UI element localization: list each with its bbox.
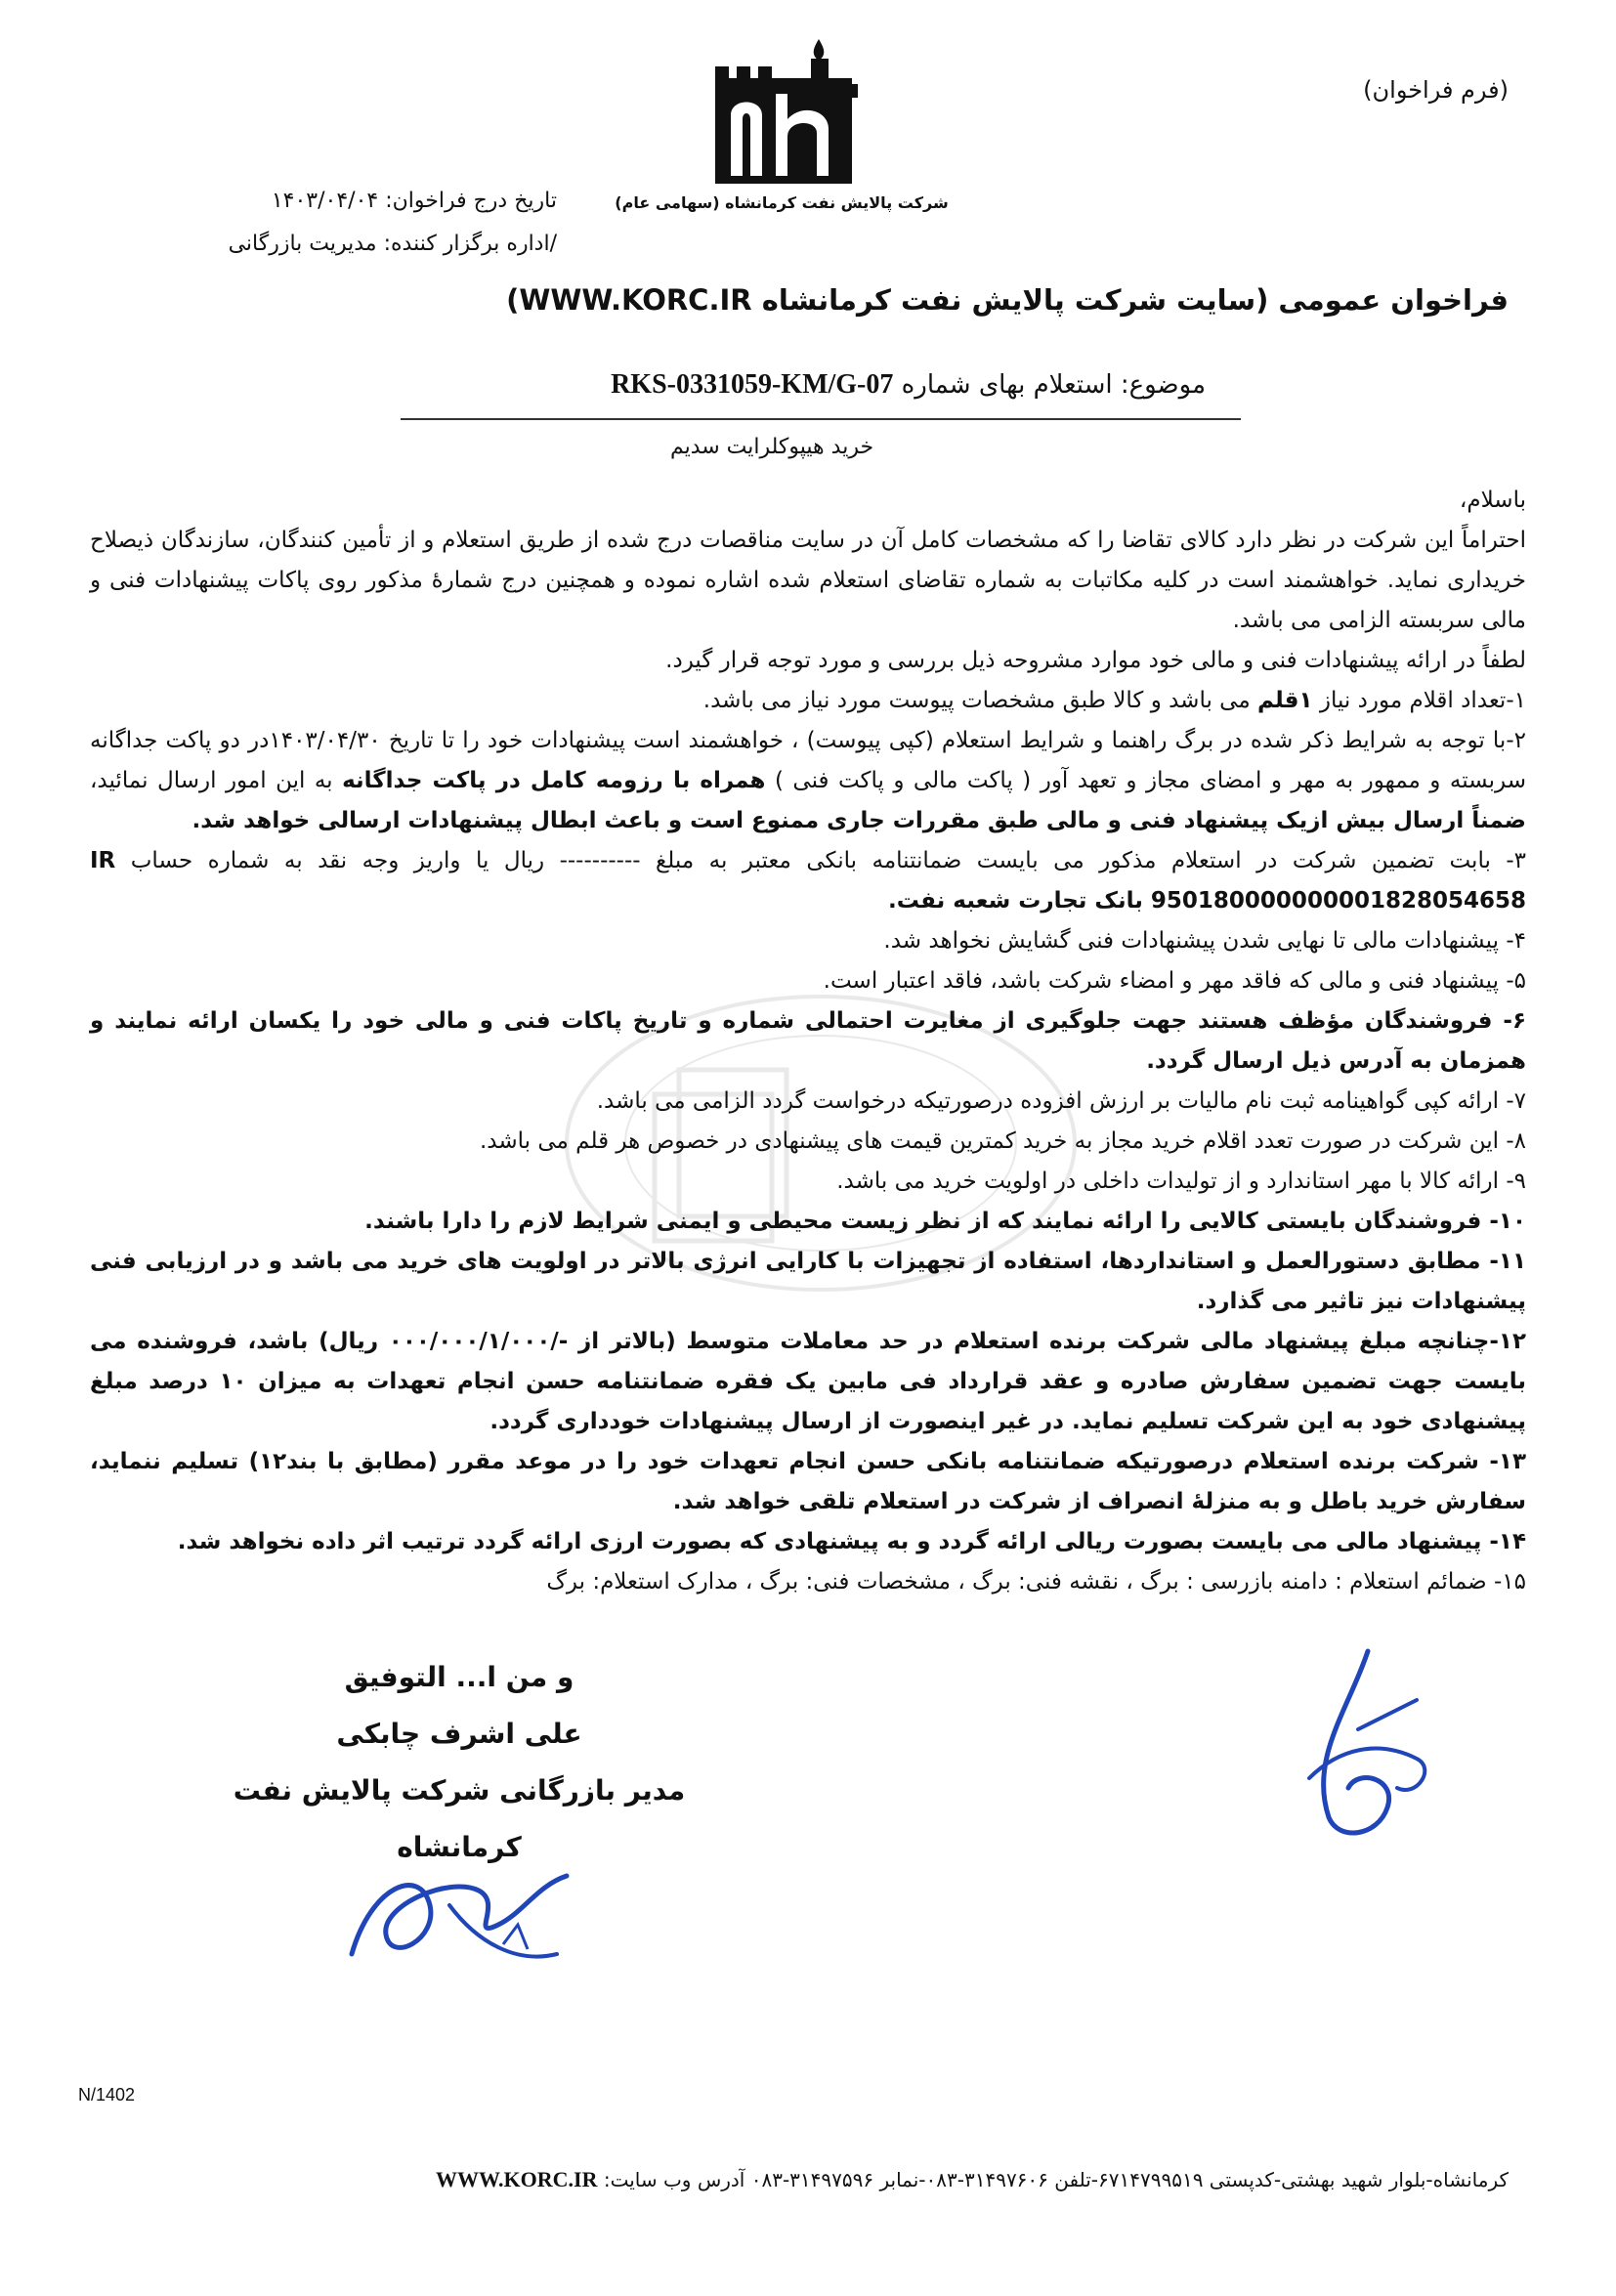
company-name-caption: شرکت پالایش نفت کرمانشاه (سهامی عام) bbox=[615, 193, 949, 212]
organizer: /اداره برگزار کننده: مدیریت بازرگانی bbox=[228, 232, 557, 256]
clause-5: ۵- پیشنهاد فنی و مالی که فاقد مهر و امضاء شرکت باشد، فاقد اعتبار است. bbox=[823, 968, 1526, 994]
closing-block bbox=[225, 1649, 694, 1876]
clause-3-account: IR 950180000000001828054658 بانک تجارت شعبه نفت. bbox=[90, 848, 1526, 914]
korc-logo-icon bbox=[694, 39, 870, 186]
announcement-date: تاریخ درج فراخوان: ۱۴۰۳/۰۴/۰۴ bbox=[271, 189, 557, 213]
clause-2-send: به این امور ارسال نمائید، bbox=[90, 768, 333, 793]
announcement-meta bbox=[107, 180, 557, 266]
clause-13: ۱۳- شرکت برنده استعلام درصورتیکه ضمانتنامه بانکی حسن انجام تعهدات خود را در موعد مقرر (مطابق با بند۱۲) تسلیم ننماید، سفارش خرید باطل و به منزلهٔ انصراف از شرکت در استعلام تلقی خواهد شد. bbox=[90, 1449, 1526, 1514]
intro-instruction: لطفاً در ارائه پیشنهادات فنی و مالی خود موارد مشروحه ذیل بررسی و مورد توجه قرار گیرد. bbox=[665, 648, 1526, 673]
footer-address: کرمانشاه-بلوار شهید بهشتی-کدپستی ۶۷۱۴۷۹۹۵۱۹-تلفن ۳۱۴۹۷۶۰۶-۰۸۳-نمابر ۳۱۴۹۷۵۹۶-۰۸۳ آدرس وب سایت: bbox=[603, 2168, 1509, 2191]
clause-11: ۱۱- مطابق دستورالعمل و استانداردها، استفاده از تجهیزات با کارایی انرژی بالاتر در اولویت های خرید می باشد و در ارزیابی فنی پیشنهادات نیز تاثیر می گذارد. bbox=[90, 1249, 1526, 1314]
clause-2 bbox=[90, 721, 1526, 841]
clause-1-quantity: ۱قلم bbox=[1256, 688, 1313, 713]
closing-phrase: و من ا... التوفیق bbox=[344, 1661, 574, 1693]
clause-9: ۹- ارائه کالا با مهر استاندارد و از تولیدات داخلی در اولویت خرید می باشد. bbox=[836, 1169, 1526, 1194]
reference-code: N/1402 bbox=[78, 2085, 136, 2105]
clause-1 bbox=[90, 681, 1526, 721]
subject-item: خرید هیپوکلرایت سدیم bbox=[669, 435, 874, 459]
clause-4: ۴- پیشنهادات مالی تا نهایی شدن پیشنهادات فنی گشایش نخواهد شد. bbox=[883, 928, 1526, 954]
document-body bbox=[90, 481, 1526, 1602]
subject-line bbox=[611, 369, 1206, 401]
second-signature-icon bbox=[1270, 1641, 1446, 1856]
clause-8: ۸- این شرکت در صورت تعدد اقلام خرید مجاز به خرید کمترین قیمت های پیشنهادی در خصوص هر قلم می باشد. bbox=[479, 1128, 1526, 1154]
salutation: باسلام، bbox=[1459, 488, 1526, 513]
clause-12: ۱۲-چنانچه مبلغ پیشنهاد مالی شرکت برنده استعلام در حد معاملات متوسط (بالاتر از -/۰۰۰/۰۰۰/۱/۰۰۰ ریال) باشد، فروشنده می بایست جهت تضمین سفارش صادره و عقد قرارداد فی مابین یک فقره ضمانتنامه حسن انجام تعهدات به میزان ۱۰ درصد مبلغ پیشنهادی خود به این شرکت تسلیم نماید. در غیر اینصورت از ارسال پیشنهادات خودداری گردد. bbox=[90, 1329, 1526, 1434]
clause-10: ۱۰- فروشندگان بایستی کالایی را ارائه نمایند که از نظر زیست محیطی و ایمنی شرایط لازم را دارا باشند. bbox=[364, 1209, 1526, 1234]
clause-2-text: ۲-با توجه به شرایط ذکر شده در برگ راهنما و شرایط استعلام (کپی پیوست) ، خواهشمند است پیشنهادات خود را تا تاریخ ۱۴۰۳/۰۴/۳۰در دو پاکت جداگانه سربسته و ممهور به مهر و امضای مجاز و تعهد آور ( پاکت مالی و پاکت فنی ) bbox=[90, 728, 1527, 793]
footer-website-link[interactable]: WWW.KORC.IR bbox=[436, 2167, 598, 2191]
intro-paragraph: احتراماً این شرکت در نظر دارد کالای تقاضا را که مشخصات کامل آن در سایت مناقصات درج شده از طریق استعلام و از تأمین کنندگان، سازندگان ذیصلاح خریداری نماید. خواهشمند است در کلیه مکاتبات به شماره تقاضای استعلام شده اشاره نموده و همچنین درج شمارهٔ مذکور روی پاکات پیشنهادات فنی و مالی سربسته الزامی می باشد. bbox=[90, 528, 1526, 633]
footer bbox=[102, 2167, 1509, 2192]
signatory-title: مدیر بازرگانی شرکت پالایش نفت کرمانشاه bbox=[233, 1774, 686, 1863]
clause-15: ۱۵- ضمائم استعلام : دامنه بازرسی : برگ ، نقشه فنی: برگ ، مشخصات فنی: برگ ، مدارک استعلام: برگ bbox=[546, 1569, 1526, 1594]
clause-2-warning: ضمناً ارسال بیش ازیک پیشنهاد فنی و مالی طبق مقررات جاری ممنوع است و باعث ابطال پیشنهادات ارسالی خواهد شد. bbox=[191, 808, 1526, 833]
subject-underline bbox=[401, 418, 1241, 420]
signatory-name: علی اشرف چابکی bbox=[336, 1718, 582, 1750]
clause-3 bbox=[90, 841, 1526, 921]
clause-2-resume: همراه با رزومه کامل در پاکت جداگانه bbox=[342, 768, 766, 793]
clause-6: ۶- فروشندگان مؤظف هستند جهت جلوگیری از مغایرت احتمالی شماره و تاریخ پاکات فنی و مالی خود را یکسان ارائه نمایند و همزمان به آدرس ذیل ارسال گردد. bbox=[90, 1008, 1526, 1074]
subject-label: موضوع: استعلام بهای شماره bbox=[901, 370, 1206, 400]
clause-7: ۷- ارائه کپی گواهینامه ثبت نام مالیات بر ارزش افزوده درصورتیکه درخواست گردد الزامی می باشد. bbox=[596, 1088, 1526, 1114]
signature-icon bbox=[332, 1847, 586, 1993]
clause-1-text: ۱-تعداد اقلام مورد نیاز bbox=[1319, 688, 1526, 713]
form-label: (فرم فراخوان) bbox=[1363, 76, 1509, 104]
clause-1-rest: می باشد و کالا طبق مشخصات پیوست مورد نیاز می باشد. bbox=[702, 688, 1251, 713]
document-title: فراخوان عمومی (سایت شرکت پالایش نفت کرمانشاه WWW.KORC.IR) bbox=[506, 283, 1509, 317]
clause-3-text: ۳- بابت تضمین شرکت در استعلام مذکور می بایست ضمانتنامه بانکی معتبر به مبلغ ---------- ریال یا واریز وجه نقد به شماره حساب bbox=[130, 848, 1526, 873]
inquiry-code: RKS-0331059-KM/G-07 bbox=[611, 369, 894, 400]
clause-14: ۱۴- پیشنهاد مالی می بایست بصورت ریالی ارائه گردد و به پیشنهادی که بصورت ارزی ارائه گردد ترتیب اثر داده نخواهد شد. bbox=[177, 1529, 1526, 1554]
